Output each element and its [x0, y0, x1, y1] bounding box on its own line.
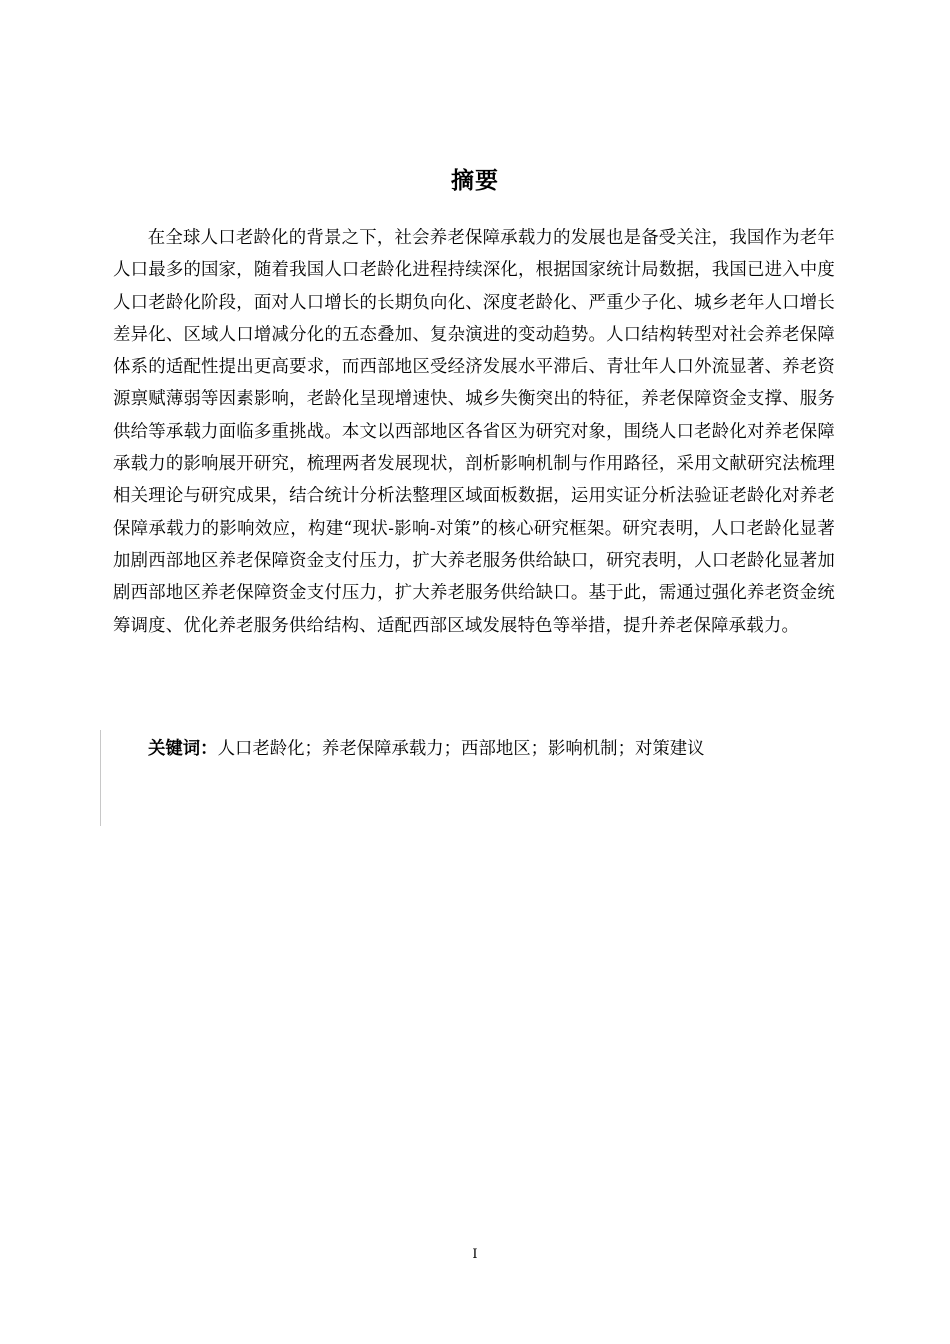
keywords-label: 关键词： — [148, 739, 218, 759]
keywords-text: 人口老龄化；养老保障承载力；西部地区；影响机制；对策建议 — [217, 739, 705, 759]
abstract-title: 摘要 — [451, 168, 499, 194]
keywords-line — [148, 734, 705, 764]
abstract-body: 在全球人口老龄化的背景之下，社会养老保障承载力的发展也是备受关注，我国作为老年人口最多的国家，随着我国人口老龄化进程持续深化，根据国家统计局数据，我国已进入中度人口老龄化阶段，面对人口增长的长期负向化、深度老龄化、严重少子化、城乡老年人口增长差异化、区域人口增减分化的五态叠加、复杂演进的变动趋势。人口结构转型对社会养老保障体系的适配性提出更高要求，而西部地区受经济发展水平滞后、青壮年人口外流显著、养老资源禀赋薄弱等因素影响，老龄化呈现增速快、城乡失衡突出的特征，养老保障资金支撑、服务供给等承载力面临多重挑战。本文以西部地区各省区为研究对象，围绕人口老龄化对养老保障承载力的影响展开研究，梳理两者发展现状，剖析影响机制与作用路径，采用文献研究法梳理相关理论与研究成果，结合统计分析法整理区域面板数据，运用实证分析法验证老龄化对养老保障承载力的影响效应，构建“现状-影响-对策”的核心研究框架。研究表明，人口老龄化显著加剧西部地区养老保障资金支付压力，扩大养老服务供给缺口，研究表明，人口老龄化显著加剧西部地区养老保障资金支付压力，扩大养老服务供给缺口。基于此，需通过强化养老资金统筹调度、优化养老服务供给结构、适配西部区域发展特色等举措，提升养老保障承载力。 — [113, 228, 835, 636]
margin-rule — [100, 730, 101, 826]
page-number: I — [472, 1247, 478, 1262]
